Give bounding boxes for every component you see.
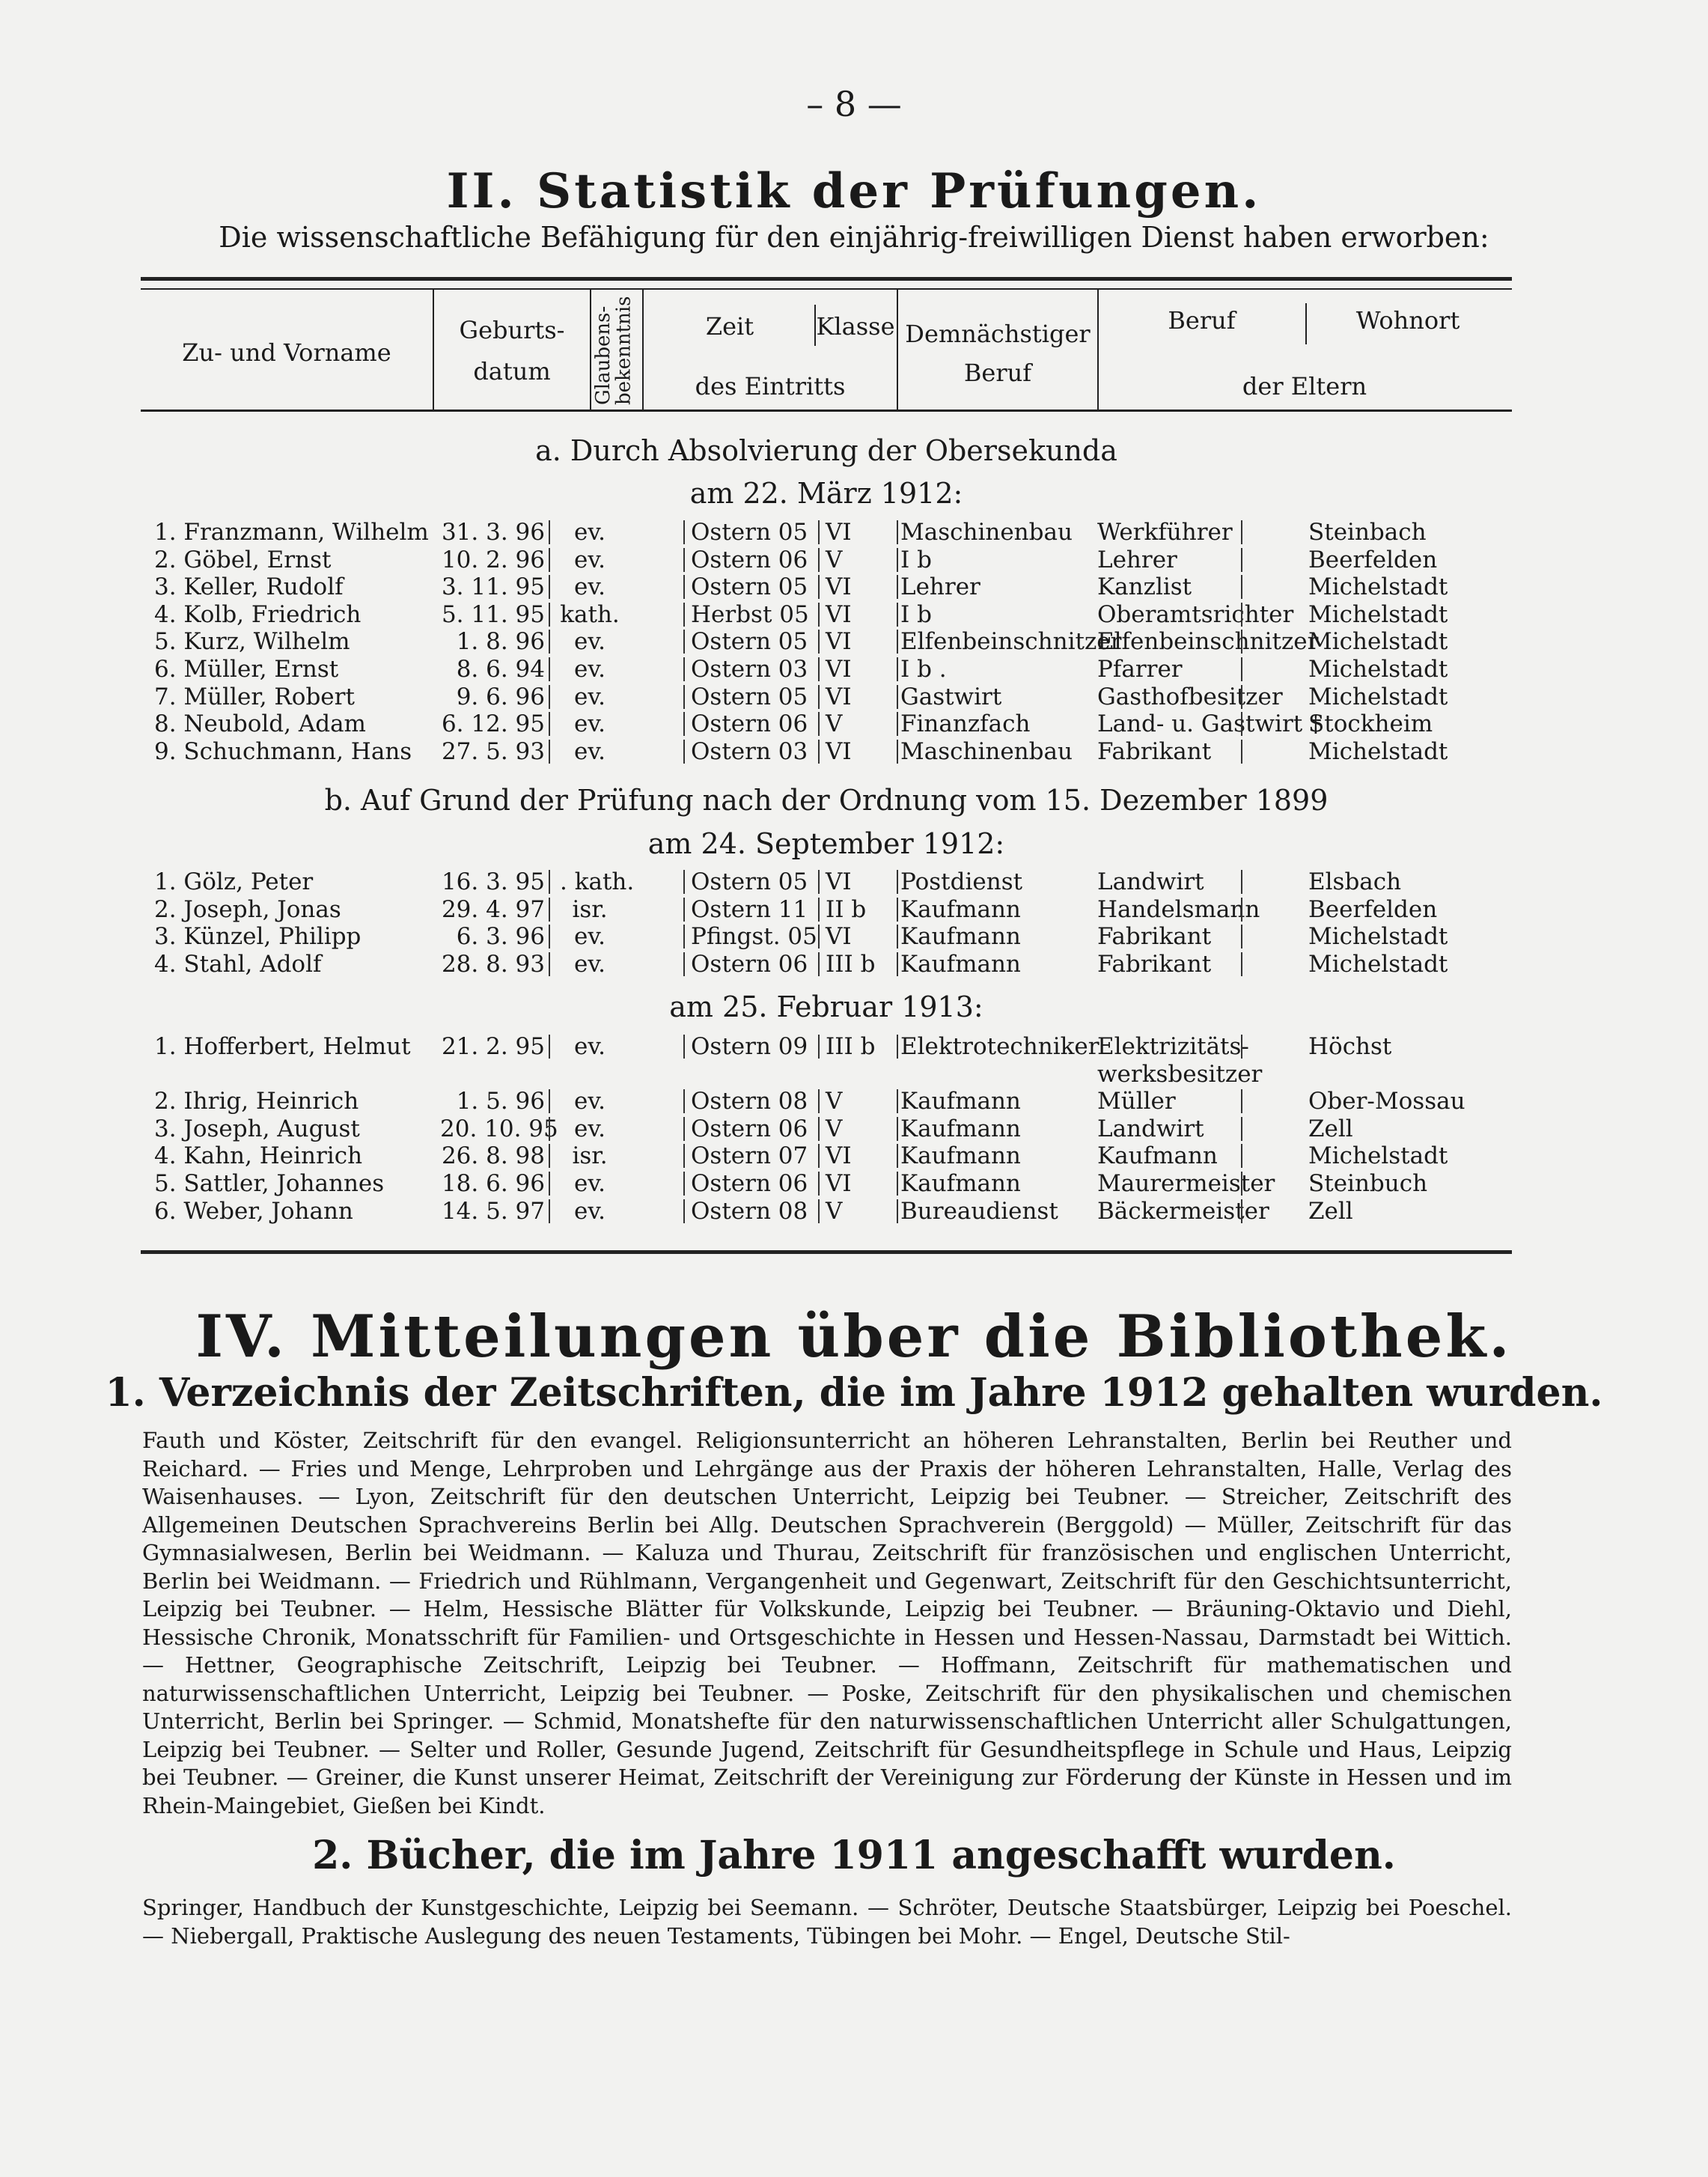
birth-date: 5. 11. 95: [441, 600, 545, 628]
column-separator: [818, 1144, 820, 1168]
birth-date: 8. 6. 94: [456, 656, 545, 683]
parents-town: Beerfelden: [1308, 895, 1438, 923]
column-separator: [818, 520, 820, 544]
column-separator: [683, 685, 685, 709]
religion: kath.: [560, 600, 620, 628]
header-future-1: Demnächstiger: [905, 320, 1091, 348]
table-row: [141, 1170, 1512, 1197]
library-title: IV. Mitteilungen über die Bibliothek.: [195, 1303, 1513, 1371]
group-a-title: a. Durch Absolvierung der Obersekunda: [535, 434, 1117, 467]
table-header: [141, 288, 1512, 412]
column-separator: [549, 520, 550, 544]
column-separator: [818, 952, 820, 976]
column-separator: [1241, 575, 1242, 599]
parents-job: Fabrikant: [1097, 950, 1212, 978]
birth-date: 9. 6. 96: [456, 683, 545, 710]
religion: ev.: [573, 950, 606, 978]
parents-town: Michelstadt: [1308, 628, 1448, 656]
birth-date: 3. 11. 95: [441, 573, 545, 601]
student-name: 7. Müller, Robert: [154, 683, 355, 710]
column-separator: [1241, 520, 1242, 544]
column-separator: [818, 870, 820, 894]
student-name: 6. Weber, Johann: [154, 1197, 353, 1225]
parents-job: Werkführer: [1097, 519, 1233, 546]
birth-date: 18. 6. 96: [441, 1170, 545, 1197]
entry-class: V: [826, 1115, 843, 1142]
entry-time: Ostern 06: [691, 1170, 808, 1197]
column-separator: [549, 1172, 550, 1196]
column-separator: [897, 740, 898, 764]
student-name: 1. Gölz, Peter: [154, 868, 314, 895]
column-separator: [1241, 685, 1242, 709]
column-separator: [897, 952, 898, 976]
exam-table: [141, 277, 1512, 1254]
column-separator: [549, 898, 550, 922]
column-separator: [1241, 925, 1242, 949]
religion: ev.: [573, 519, 606, 546]
religion: ev.: [573, 1115, 606, 1142]
birth-date: 31. 3. 96: [441, 519, 545, 546]
column-separator: [549, 712, 550, 736]
parents-job: Landwirt: [1097, 868, 1204, 895]
religion: ev.: [573, 1088, 606, 1115]
column-separator: [683, 575, 685, 599]
entry-class: VI: [826, 573, 852, 601]
column-separator: [549, 952, 550, 976]
column-separator: [897, 630, 898, 654]
religion: ev.: [573, 683, 606, 710]
student-name: 9. Schuchmann, Hans: [154, 737, 412, 765]
future-job: Kaufmann: [900, 1170, 1021, 1197]
future-job: Kaufmann: [900, 1142, 1021, 1170]
future-job: Finanzfach: [900, 710, 1031, 738]
column-separator: [818, 898, 820, 922]
entry-class: VI: [826, 656, 852, 683]
table-row: [141, 1198, 1512, 1225]
table-row: [141, 1033, 1512, 1060]
page-number: – 8 —: [806, 84, 902, 124]
future-job: Elfenbeinschnitzer: [900, 628, 1122, 656]
entry-time: Pfingst. 05: [691, 923, 817, 951]
table-row: [141, 546, 1512, 573]
birth-date: 1. 5. 96: [456, 1088, 545, 1115]
column-separator: [1241, 898, 1242, 922]
column-separator: [549, 603, 550, 627]
entry-time: Ostern 11: [691, 895, 808, 923]
parents-job: Land- u. Gastwirt †: [1097, 710, 1322, 738]
entry-class: V: [826, 546, 843, 573]
parents-job: Fabrikant: [1097, 737, 1212, 765]
entry-class: III b: [826, 950, 876, 978]
column-separator: [897, 548, 898, 572]
header-religion: Glaubens-bekenntnis: [592, 296, 635, 405]
parents-town: Stockheim: [1308, 710, 1433, 738]
column-separator: [683, 898, 685, 922]
header-entry: des Eintritts: [695, 372, 846, 401]
column-separator: [683, 1199, 685, 1223]
column-separator: [1241, 870, 1242, 894]
group-b-date-1: am 24. September 1912:: [647, 827, 1005, 860]
entry-time: Ostern 06: [691, 546, 808, 573]
entry-time: Ostern 05: [691, 573, 808, 601]
future-job: Postdienst: [900, 868, 1023, 895]
parents-town: Michelstadt: [1308, 600, 1448, 628]
parents-town: Michelstadt: [1308, 573, 1448, 601]
table-row: [141, 1088, 1512, 1115]
column-separator: [683, 548, 685, 572]
column-separator: [897, 575, 898, 599]
entry-class: VI: [826, 600, 852, 628]
parents-town: Michelstadt: [1308, 683, 1448, 710]
column-separator: [818, 1089, 820, 1113]
entry-time: Herbst 05: [691, 600, 809, 628]
student-name: 1. Hofferbert, Helmut: [154, 1033, 411, 1060]
column-separator: [897, 603, 898, 627]
entry-time: Ostern 08: [691, 1088, 808, 1115]
column-separator: [683, 1089, 685, 1113]
header-name: Zu- und Vorname: [182, 338, 391, 367]
future-job: Elektrotechniker: [900, 1033, 1099, 1060]
column-separator: [1241, 1089, 1242, 1113]
column-separator: [818, 1117, 820, 1141]
column-separator: [683, 1172, 685, 1196]
parents-town: Michelstadt: [1308, 656, 1448, 683]
parents-town: Zell: [1308, 1197, 1353, 1225]
parents-job: werksbesitzer: [1097, 1060, 1263, 1088]
student-name: 3. Joseph, August: [154, 1115, 360, 1142]
column-separator: [897, 1199, 898, 1223]
future-job: I b .: [900, 656, 947, 683]
parents-job: Elfenbeinschnitzer: [1097, 628, 1319, 656]
column-separator: [683, 1035, 685, 1059]
entry-time: Ostern 03: [691, 737, 808, 765]
birth-date: 10. 2. 96: [441, 546, 545, 573]
parents-town: Zell: [1308, 1115, 1353, 1142]
column-separator: [818, 630, 820, 654]
religion: ev.: [573, 710, 606, 738]
column-separator: [549, 685, 550, 709]
group-b-title: b. Auf Grund der Prüfung nach der Ordnung vom 15. Dezember 1899: [324, 784, 1329, 817]
column-separator: [1241, 1144, 1242, 1168]
student-name: 2. Göbel, Ernst: [154, 546, 332, 573]
parents-town: Höchst: [1308, 1033, 1392, 1060]
entry-time: Ostern 05: [691, 868, 808, 895]
parents-job: Kanzlist: [1097, 573, 1192, 601]
religion: ev.: [573, 1033, 606, 1060]
column-separator: [683, 657, 685, 681]
parents-job: Bäckermeister: [1097, 1197, 1269, 1225]
column-separator: [1241, 1035, 1242, 1059]
group-a-date: am 22. März 1912:: [689, 477, 963, 510]
column-separator: [683, 520, 685, 544]
future-job: I b: [900, 600, 932, 628]
column-separator: [1241, 1172, 1242, 1196]
birth-date: 14. 5. 97: [441, 1197, 545, 1225]
header-time: Zeit: [705, 312, 754, 341]
religion: ev.: [573, 656, 606, 683]
birth-date: 6. 12. 95: [441, 710, 545, 738]
birth-date: 16. 3. 95: [441, 868, 545, 895]
entry-time: Ostern 06: [691, 950, 808, 978]
table-row: [141, 656, 1512, 683]
birth-date: 1. 8. 96: [456, 628, 545, 656]
column-separator: [549, 1199, 550, 1223]
column-separator: [549, 925, 550, 949]
parents-town: Michelstadt: [1308, 1142, 1448, 1170]
religion: ev.: [573, 573, 606, 601]
column-separator: [897, 1035, 898, 1059]
future-job: Kaufmann: [900, 1115, 1021, 1142]
header-klasse: Klasse: [816, 312, 895, 341]
table-row: [141, 601, 1512, 628]
header-parents-job: Beruf: [1168, 306, 1236, 335]
column-separator: [818, 925, 820, 949]
student-name: 5. Sattler, Johannes: [154, 1170, 385, 1197]
entry-class: III b: [826, 1033, 876, 1060]
column-separator: [683, 1144, 685, 1168]
column-separator: [1241, 712, 1242, 736]
entry-time: Ostern 05: [691, 519, 808, 546]
table-row: [141, 628, 1512, 655]
column-separator: [549, 1089, 550, 1113]
parents-job: Lehrer: [1097, 546, 1177, 573]
entry-class: V: [826, 710, 843, 738]
entry-class: VI: [826, 519, 852, 546]
religion: ev.: [573, 923, 606, 951]
header-parents: der Eltern: [1242, 372, 1367, 401]
table-row: [141, 1142, 1512, 1169]
student-name: 4. Kahn, Heinrich: [154, 1142, 363, 1170]
table-row: [141, 896, 1512, 923]
table-row: [141, 573, 1512, 600]
column-separator: [1241, 657, 1242, 681]
entry-class: V: [826, 1197, 843, 1225]
column-separator: [818, 603, 820, 627]
parents-town: Michelstadt: [1308, 737, 1448, 765]
parents-job: Elektrizitäts-: [1097, 1033, 1249, 1060]
future-job: Maschinenbau: [900, 737, 1073, 765]
column-separator: [549, 630, 550, 654]
parents-town: Steinbuch: [1308, 1170, 1428, 1197]
entry-class: VI: [826, 1170, 852, 1197]
column-separator: [1241, 1117, 1242, 1141]
group-b-date-2: am 25. Februar 1913:: [669, 990, 983, 1023]
header-birth-1: Geburts-: [459, 316, 565, 344]
religion: ev.: [573, 1170, 606, 1197]
entry-time: Ostern 07: [691, 1142, 808, 1170]
future-job: Bureaudienst: [900, 1197, 1058, 1225]
column-separator: [897, 1089, 898, 1113]
entry-time: Ostern 06: [691, 1115, 808, 1142]
birth-date: 28. 8. 93: [441, 950, 545, 978]
column-separator: [549, 1035, 550, 1059]
student-name: 8. Neubold, Adam: [154, 710, 366, 738]
parents-job: Pfarrer: [1097, 656, 1183, 683]
entry-class: VI: [826, 737, 852, 765]
table-row: [141, 683, 1512, 710]
books-paragraph: Springer, Handbuch der Kunstgeschichte, Leipzig bei Seemann. — Schröter, Deutsche Staatsbürger, Leipzig bei Poeschel. — Niebergall, Praktische Auslegung des neuen Testaments, Tübingen bei Mohr. — Engel, Deutsche Stil-: [142, 1895, 1512, 1949]
student-name: 2. Joseph, Jonas: [154, 895, 341, 923]
student-name: 3. Künzel, Philipp: [154, 923, 362, 951]
column-separator: [1241, 630, 1242, 654]
header-future-2: Beruf: [963, 359, 1032, 387]
entry-time: Ostern 03: [691, 656, 808, 683]
student-name: 4. Kolb, Friedrich: [154, 600, 362, 628]
table-row: [141, 868, 1512, 895]
parents-town: Beerfelden: [1308, 546, 1438, 573]
column-separator: [818, 548, 820, 572]
religion: ev.: [573, 628, 606, 656]
column-separator: [818, 740, 820, 764]
student-name: 3. Keller, Rudolf: [154, 573, 344, 601]
entry-class: VI: [826, 628, 852, 656]
column-separator: [897, 1117, 898, 1141]
column-separator: [897, 925, 898, 949]
section-title: II. Statistik der Prüfungen.: [446, 163, 1262, 219]
religion: isr.: [572, 895, 608, 923]
column-separator: [897, 898, 898, 922]
column-separator: [683, 630, 685, 654]
column-separator: [897, 1172, 898, 1196]
entry-time: Ostern 05: [691, 683, 808, 710]
column-separator: [818, 657, 820, 681]
entry-class: VI: [826, 868, 852, 895]
student-name: 5. Kurz, Wilhelm: [154, 628, 350, 656]
parents-job: Handelsmann: [1097, 895, 1260, 923]
entry-time: Ostern 06: [691, 710, 808, 738]
journals-paragraph: Fauth und Köster, Zeitschrift für den evangel. Religionsunterricht an höheren Lehranstalten, Berlin bei Reuther und Reichard. — Fries und Menge, Lehrproben und Lehrgänge aus der Praxis der höheren Lehranstalten, Halle, Verlag des Waisenhauses. — Lyon, Zeitschrift für den deutschen Unterricht, Leipzig bei Teubner. — Streicher, Zeitschrift des Allgemeinen Deutschen Sprachvereins Berlin bei Allg. Deutschen Sprachverein (Berggold) — Müller, Zeitschrift für das Gymnasialwesen, Berlin bei Weidmann. — Kaluza und Thurau, Zeitschrift für französischen und englischen Unterricht, Berlin bei Weidmann. — Friedrich und Rühlmann, Vergangenheit und Gegenwart, Zeitschrift für den Geschichtsunterricht, Leipzig bei Teubner. — Helm, Hessische Blätter für Volkskunde, Leipzig bei Teubner. — Bräuning-Oktavio und Diehl, Hessische Chronik, Monatsschrift für Familien- und Ortsgeschichte in Hessen und Hessen-Nassau, Darmstadt bei Wittich. — Hettner, Geographische Zeitschrift, Leipzig bei Teubner. — Hoffmann, Zeitschrift für mathematischen und naturwissenschaftlichen Unterricht, Leipzig bei Teubner. — Poske, Zeitschrift für den physikalischen und chemischen Unterricht, Berlin bei Springer. — Schmid, Monatshefte für den naturwissenschaftlichen Unterricht aller Schulgattungen, Leipzig bei Teubner. — Selter und Roller, Gesunde Jugend, Zeitschrift für Gesundheitspflege in Schule und Haus, Leipzig bei Teubner. — Greiner, die Kunst unserer Heimat, Zeitschrift der Vereinigung zur Förderung der Künste in Hessen und im Rhein-Maingebiet, Gießen bei Kindt.: [142, 1428, 1512, 1818]
column-separator: [818, 575, 820, 599]
column-separator: [549, 870, 550, 894]
column-separator: [683, 952, 685, 976]
future-job: Gastwirt: [900, 683, 1002, 710]
parents-town: Michelstadt: [1308, 923, 1448, 951]
table-row: [141, 519, 1512, 546]
section-subtitle: Die wissenschaftliche Befähigung für den einjährig-freiwilligen Dienst haben erworben:: [219, 221, 1489, 254]
religion: ev.: [573, 546, 606, 573]
header-birth-2: datum: [473, 357, 551, 386]
column-separator: [897, 712, 898, 736]
column-separator: [818, 1172, 820, 1196]
column-separator: [818, 1199, 820, 1223]
column-separator: [683, 740, 685, 764]
student-name: 2. Ihrig, Heinrich: [154, 1088, 359, 1115]
religion: ev.: [573, 737, 606, 765]
column-separator: [897, 870, 898, 894]
column-separator: [897, 520, 898, 544]
birth-date: 21. 2. 95: [441, 1033, 545, 1060]
entry-class: VI: [826, 923, 852, 951]
entry-class: II b: [826, 895, 867, 923]
parents-job: Landwirt: [1097, 1115, 1204, 1142]
column-separator: [1241, 1199, 1242, 1223]
entry-time: Ostern 05: [691, 628, 808, 656]
religion: . kath.: [560, 868, 635, 895]
parents-job: Maurermeister: [1097, 1170, 1275, 1197]
column-separator: [683, 925, 685, 949]
parents-job: Müller: [1097, 1088, 1176, 1115]
future-job: Kaufmann: [900, 923, 1021, 951]
parents-job: Kaufmann: [1097, 1142, 1218, 1170]
student-name: 4. Stahl, Adolf: [154, 950, 322, 978]
table-row: [141, 710, 1512, 737]
table-row: [141, 1115, 1512, 1142]
column-separator: [818, 712, 820, 736]
future-job: I b: [900, 546, 932, 573]
parents-town: Elsbach: [1308, 868, 1402, 895]
entry-class: VI: [826, 1142, 852, 1170]
parents-job: Gasthofbesitzer: [1097, 683, 1283, 710]
column-separator: [549, 1144, 550, 1168]
future-job: Maschinenbau: [900, 519, 1073, 546]
entry-time: Ostern 08: [691, 1197, 808, 1225]
column-separator: [549, 1117, 550, 1141]
entry-class: V: [826, 1088, 843, 1115]
table-row: [141, 923, 1512, 950]
column-separator: [818, 1035, 820, 1059]
column-separator: [549, 657, 550, 681]
future-job: Kaufmann: [900, 950, 1021, 978]
column-separator: [683, 603, 685, 627]
religion: ev.: [573, 1197, 606, 1225]
birth-date: 29. 4. 97: [441, 895, 545, 923]
student-name: 6. Müller, Ernst: [154, 656, 339, 683]
entry-class: VI: [826, 683, 852, 710]
future-job: Kaufmann: [900, 895, 1021, 923]
column-separator: [549, 548, 550, 572]
header-parents-town: Wohnort: [1355, 306, 1460, 335]
books-title: 2. Bücher, die im Jahre 1911 angeschafft wurden.: [312, 1833, 1396, 1878]
column-separator: [818, 685, 820, 709]
column-separator: [683, 870, 685, 894]
parents-town: Ober-Mossau: [1308, 1088, 1465, 1115]
future-job: Lehrer: [900, 573, 980, 601]
parents-job: Oberamtsrichter: [1097, 600, 1294, 628]
religion: isr.: [572, 1142, 608, 1170]
column-separator: [897, 685, 898, 709]
future-job: Kaufmann: [900, 1088, 1021, 1115]
column-separator: [897, 1144, 898, 1168]
birth-date: 6. 3. 96: [456, 923, 545, 951]
column-separator: [1241, 603, 1242, 627]
column-separator: [549, 740, 550, 764]
column-separator: [683, 712, 685, 736]
table-row: [141, 1061, 1512, 1088]
column-separator: [1241, 952, 1242, 976]
birth-date: 20. 10. 95: [440, 1115, 558, 1142]
table-row: [141, 951, 1512, 978]
column-separator: [1241, 548, 1242, 572]
student-name: 1. Franzmann, Wilhelm: [154, 519, 429, 546]
parents-town: Michelstadt: [1308, 950, 1448, 978]
table-row: [141, 738, 1512, 765]
column-separator: [683, 1117, 685, 1141]
birth-date: 27. 5. 93: [441, 737, 545, 765]
column-separator: [1241, 740, 1242, 764]
entry-time: Ostern 09: [691, 1033, 808, 1060]
birth-date: 26. 8. 98: [441, 1142, 545, 1170]
journals-title: 1. Verzeichnis der Zeitschriften, die im Jahre 1912 gehalten wurden.: [105, 1370, 1603, 1416]
parents-job: Fabrikant: [1097, 923, 1212, 951]
parents-town: Steinbach: [1308, 519, 1427, 546]
column-separator: [549, 575, 550, 599]
column-separator: [897, 657, 898, 681]
